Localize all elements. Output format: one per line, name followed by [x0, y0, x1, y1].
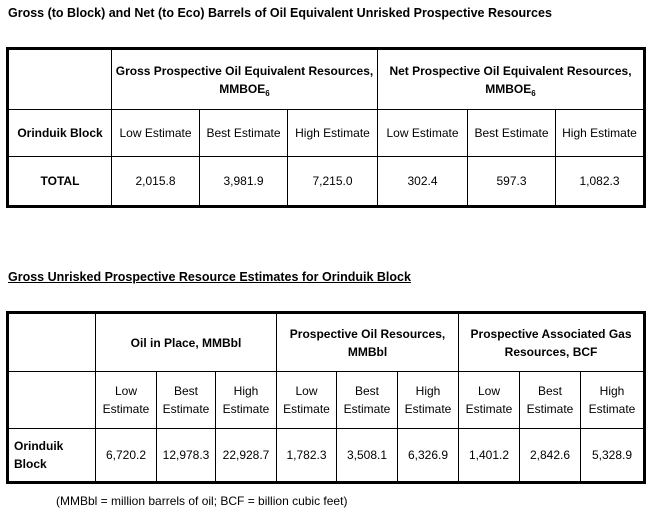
gross-net-resources-table: [6, 47, 646, 208]
value-cell: 3,508.1: [337, 429, 398, 483]
value-cell: 6,326.9: [398, 429, 459, 483]
total-value: 3,981.9: [200, 157, 288, 207]
col-header: Best Estimate: [200, 110, 288, 157]
col-header: High Estimate: [216, 372, 277, 429]
empty-cell: [8, 372, 96, 429]
col-header: Best Estimate: [468, 110, 556, 157]
col-header: Low Estimate: [96, 372, 157, 429]
value-cell: 6,720.2: [96, 429, 157, 483]
row-label-header: Orinduik Block: [8, 110, 112, 157]
orinduik-resource-table: [6, 311, 646, 484]
total-value: 2,015.8: [112, 157, 200, 207]
total-value: 7,215.0: [288, 157, 378, 207]
gross-header: Gross Prospective Oil Equivalent Resources, $MMBOE_6$: [112, 49, 378, 110]
oil-in-place-header: Oil in Place, MMBbl: [96, 313, 277, 372]
value-cell: 1,401.2: [459, 429, 520, 483]
value-cell: 1,782.3: [277, 429, 337, 483]
footnote: (MMBbl = million barrels of oil; BCF = billion cubic feet): [56, 494, 348, 508]
value-cell: 22,928.7: [216, 429, 277, 483]
col-header: Low Estimate: [112, 110, 200, 157]
col-header: Best Estimate: [520, 372, 581, 429]
table1-title: Gross (to Block) and Net (to Eco) Barrels of Oil Equivalent Unrisked Prospective Resources: [8, 6, 552, 20]
col-header: Low Estimate: [459, 372, 520, 429]
value-cell: 2,842.6: [520, 429, 581, 483]
net-header: Net Prospective Oil Equivalent Resources, $MMBOE_6$: [378, 49, 645, 110]
row-label: Orinduik Block: [8, 429, 96, 483]
value-cell: 12,978.3: [157, 429, 216, 483]
prospective-oil-header: Prospective Oil Resources, MMBbl: [277, 313, 459, 372]
total-value: 1,082.3: [556, 157, 645, 207]
associated-gas-header: Prospective Associated Gas Resources, BCF: [459, 313, 645, 372]
col-header: Low Estimate: [378, 110, 468, 157]
table2-title: Gross Unrisked Prospective Resource Estimates for Orinduik Block: [8, 270, 411, 284]
total-value: 597.3: [468, 157, 556, 207]
col-header: High Estimate: [288, 110, 378, 157]
value-cell: 5,328.9: [581, 429, 645, 483]
col-header: Best Estimate: [337, 372, 398, 429]
col-header: High Estimate: [556, 110, 645, 157]
col-header: Best Estimate: [157, 372, 216, 429]
total-label: TOTAL: [8, 157, 112, 207]
col-header: High Estimate: [581, 372, 645, 429]
corner-cell: [8, 313, 96, 372]
col-header: High Estimate: [398, 372, 459, 429]
total-value: 302.4: [378, 157, 468, 207]
col-header: Low Estimate: [277, 372, 337, 429]
corner-cell: [8, 49, 112, 110]
